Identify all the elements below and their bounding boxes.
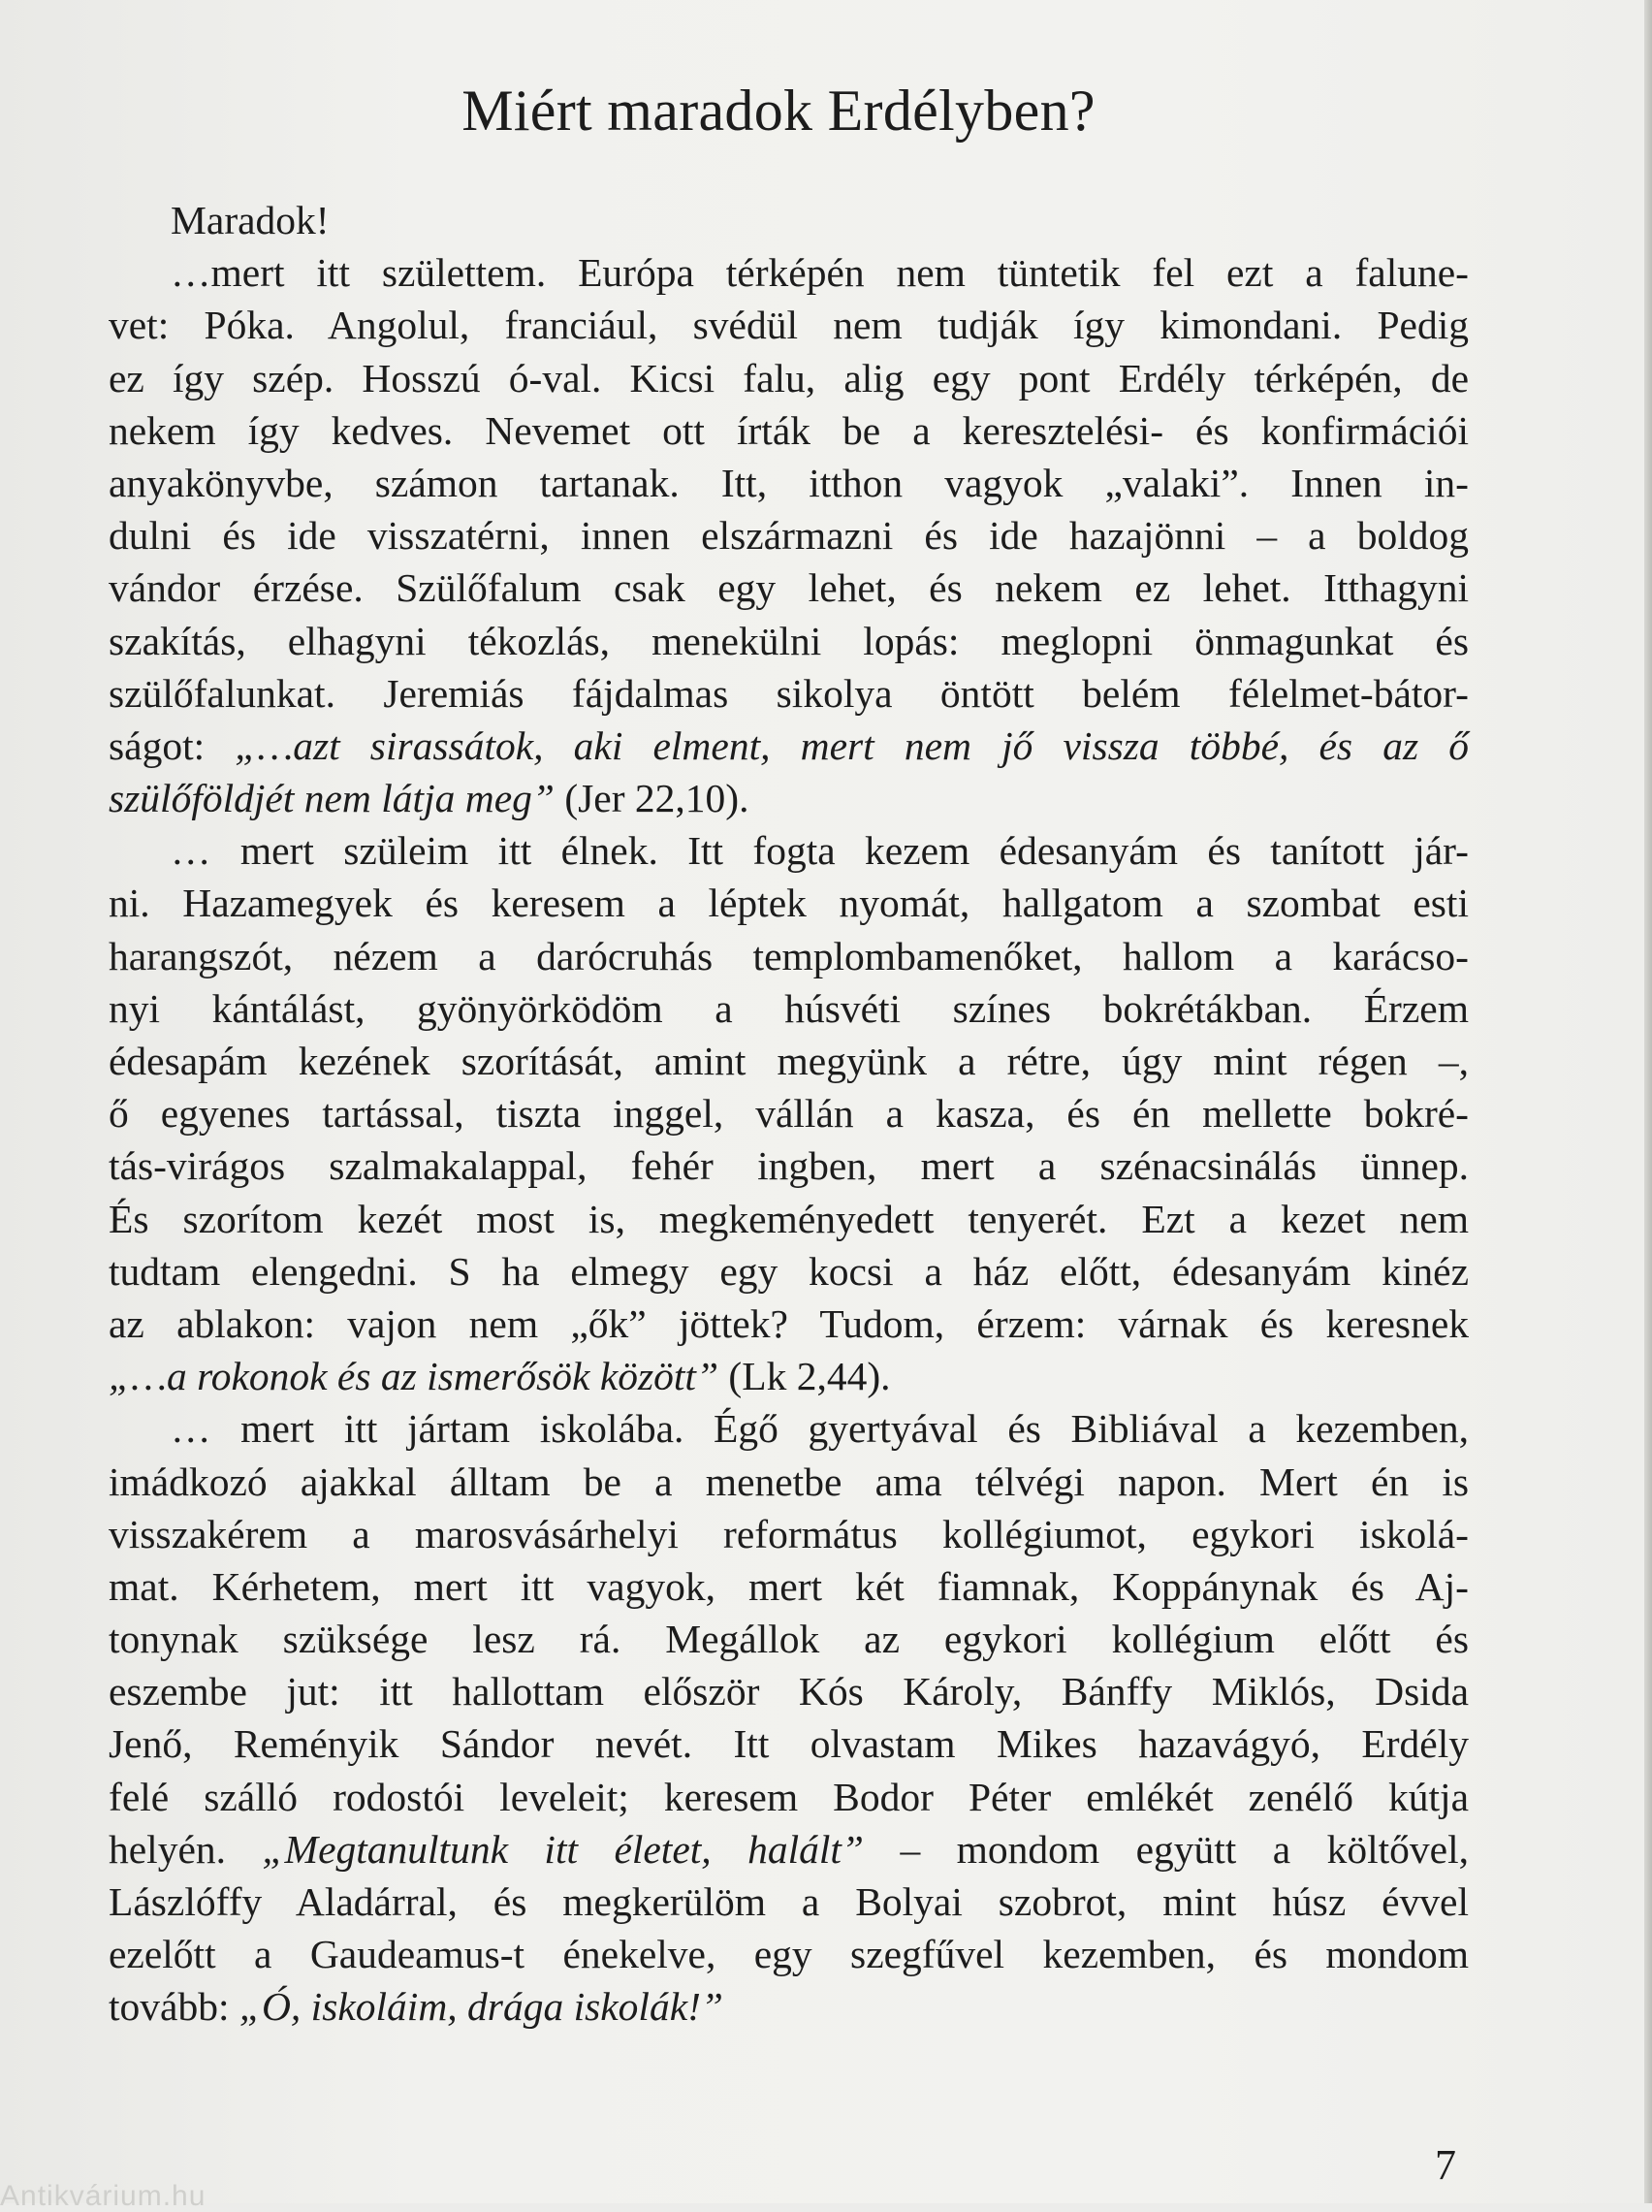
text-run: tás-virágos szalmakalappal, fehér ingben, mert a szénacsinálás ünnep. [109,1143,1469,1189]
text-run: nyi kántálást, gyönyörködöm a húsvéti színes bokrétákban. Érzem [109,985,1469,1031]
text-run: tonynak szüksége lesz rá. Megállok az egykori kollégium előtt és [109,1617,1469,1662]
italic-quote: „Megtanultunk itt életet, halált” [262,1826,865,1872]
text-line [109,1823,1469,1875]
essay-body [109,194,1469,2034]
text-run: tovább: [109,1984,239,2030]
text-line [109,720,1469,772]
text-line [109,877,1469,929]
italic-quote: „Ó, iskoláim, drága iskolák!” [238,1984,724,2030]
text-line [109,457,1469,509]
page-title: Miért maradok Erdélyben? [461,79,1096,143]
text-run: És szorítom kezét most is, megkeményedett tenyerét. Ezt a kezet nem [109,1196,1469,1241]
italic-quote: szülőföldjét nem látja meg” [109,776,555,821]
text-line [109,1665,1469,1717]
text-run: ez így szép. Hosszú ó-val. Kicsi falu, alig egy pont Erdély térképén, de [109,355,1469,401]
text-run: (Lk 2,44). [718,1354,891,1399]
text-line [109,772,1469,824]
text-line [109,299,1469,351]
text-line [109,1193,1469,1245]
text-run: vándor érzése. Szülőfalum csak egy lehet, és nekem ez lehet. Itthagyni [109,565,1469,611]
text-run: tudtam elengedni. S ha elmegy egy kocsi a ház előtt, édesanyám kinéz [109,1248,1469,1294]
text-run: harangszót, nézem a darócruhás templombamenőket, hallom a karácso- [109,933,1469,978]
text-line [109,930,1469,982]
text-line [109,1508,1469,1560]
text-line [109,509,1469,561]
text-line [109,561,1469,614]
text-run: …mert itt születtem. Európa térképén nem tüntetik fel ezt a falune- [171,250,1469,296]
text-run: visszakérem a marosvásárhelyi református kollégiumot, egykori iskolá- [109,1511,1469,1556]
text-run: anyakönyvbe, számon tartanak. Itt, itthon vagyok „valaki”. Innen in- [109,460,1469,505]
text-run: imádkozó ajakkal álltam be a menetbe ama télvégi napon. Mert én is [109,1459,1469,1504]
watermark: Antikvárium.hu [0,2180,206,2212]
text-line [109,615,1469,667]
text-line [109,1560,1469,1613]
text-run: Jenő, Reményik Sándor nevét. Itt olvastam Mikes hazavágyó, Erdély [109,1721,1469,1767]
text-line [109,1928,1469,1980]
text-run: … mert szüleim itt élnek. Itt fogta kezem édesanyám és tanított jár- [171,828,1469,874]
text-line [109,667,1469,720]
text-line [109,1980,1469,2033]
text-line [109,1613,1469,1665]
text-line [109,824,1469,877]
text-run: Lászlóffy Aladárral, és megkerülöm a Bolyai szobrot, mint húsz évvel [109,1879,1469,1924]
text-line [109,1717,1469,1770]
text-run: (Jer 22,10). [554,776,749,821]
page-number: 7 [1435,2141,1456,2189]
text-line [109,352,1469,404]
text-run: … mert itt jártam iskolába. Égő gyertyával és Bibliával a kezemben, [171,1406,1469,1452]
text-run: ő egyenes tartással, tiszta inggel, vállán a kasza, és én mellette bokré- [109,1091,1469,1137]
text-run: ságot: [109,722,236,768]
text-line [109,246,1469,299]
text-line [109,1298,1469,1350]
text-run: – mondom együtt a költővel, [864,1826,1469,1872]
text-run: felé szálló rodostói leveleit; keresem Bodor Péter emlékét zenélő kútja [109,1774,1469,1819]
text-line [109,1771,1469,1823]
text-run: helyén. [109,1826,263,1872]
italic-quote: „…azt sirassátok, aki elment, mert nem jő vissza többé, és az ő [235,722,1469,768]
text-line [109,404,1469,457]
text-run: nekem így kedves. Nevemet ott írták be a keresztelési- és konfirmációi [109,407,1469,453]
italic-quote: „…a rokonok és az ismerősök között” [109,1354,719,1399]
text-run: mat. Kérhetem, mert itt vagyok, mert két fiamnak, Koppánynak és Aj- [109,1563,1469,1609]
text-line [109,1035,1469,1087]
text-run: ezelőtt a Gaudeamus-t énekelve, egy szegfűvel kezemben, és mondom [109,1932,1469,1977]
text-run: ni. Hazamegyek és keresem a léptek nyomát, hallgatom a szombat esti [109,881,1469,926]
text-run: Maradok! [171,198,330,242]
text-run: édesapám kezének szorítását, amint megyünk a rétre, úgy mint régen –, [109,1039,1469,1083]
text-line [109,1245,1469,1298]
text-run: szakítás, elhagyni tékozlás, menekülni lopás: meglopni önmagunkat és [109,618,1469,663]
text-line [109,194,1469,246]
text-run: dulni és ide visszatérni, innen elszármazni és ide hazajönni – a boldog [109,513,1469,559]
text-run: az ablakon: vajon nem „ők” jöttek? Tudom, érzem: várnak és keresnek [109,1300,1469,1346]
text-run: szülőfalunkat. Jeremiás fájdalmas sikolya öntött belém félelmet-bátor- [109,670,1469,716]
text-line [109,1875,1469,1928]
text-run: eszembe jut: itt hallottam először Kós Károly, Bánffy Miklós, Dsida [109,1669,1469,1715]
text-line [109,1139,1469,1192]
text-line [109,1087,1469,1139]
text-line [109,982,1469,1035]
page-edge [1644,0,1652,2203]
text-line [109,1402,1469,1455]
text-run: vet: Póka. Angolul, franciául, svédül nem tudják így kimondani. Pedig [109,303,1469,348]
text-line [109,1350,1469,1402]
text-line [109,1456,1469,1508]
